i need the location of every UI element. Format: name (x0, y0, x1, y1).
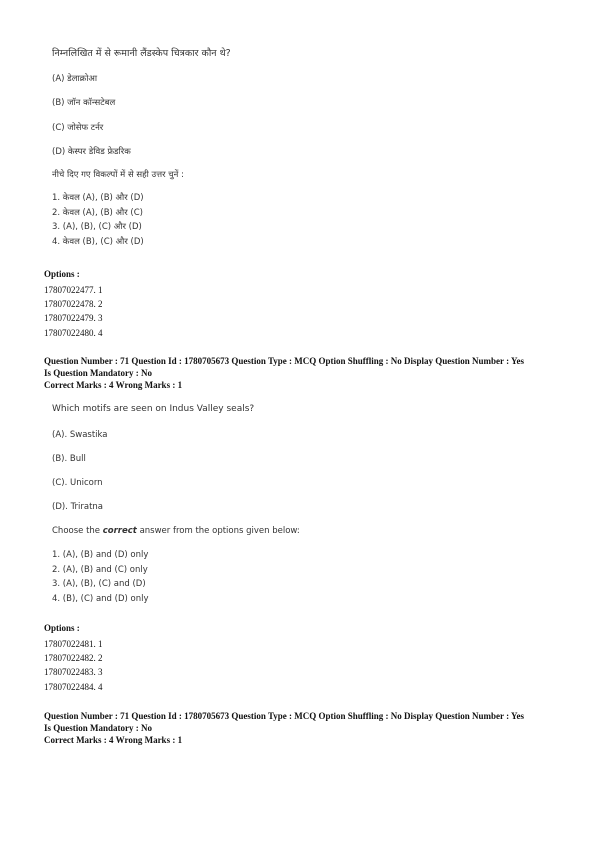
meta-line-2: Is Question Mandatory : No (44, 368, 153, 378)
meta-line-1: Question Number : 71 Question Id : 1780705673 Question Type : MCQ Option Shuffling : No Display Question Number : Yes (44, 711, 525, 721)
question-meta-2 (44, 710, 564, 746)
option-a: (A) डेलाक्रोआ (52, 74, 98, 84)
choice-3: 3. (A), (B), (C) और (D) (52, 222, 142, 232)
choice-4: 4. (B), (C) and (D) only (52, 593, 149, 604)
question-text: निम्नलिखित में से रूमानी लैंडस्केप चित्रकार कौन थे? (52, 48, 231, 59)
option-id-4: 17807022484. 4 (44, 681, 103, 692)
meta-line-2: Is Question Mandatory : No (44, 723, 153, 733)
choice-2: 2. (A), (B) and (C) only (52, 564, 148, 575)
instruction-post: answer from the options given below: (136, 526, 300, 536)
choice-1: 1. (A), (B) and (D) only (52, 550, 149, 560)
choice-list (52, 548, 149, 606)
option-a: (A). Swastika (52, 430, 108, 440)
option-d: (D) केस्पर डेविड फ्रेडरिक (52, 147, 131, 157)
question-70 (52, 0, 572, 260)
option-d: (D). Triratna (52, 502, 104, 512)
instruction: नीचे दिए गए विकल्पों में से सही उत्तर चुनें : (52, 170, 184, 180)
choice-2: 2. केवल (A), (B) और (C) (52, 207, 143, 218)
option-id-3: 17807022483. 3 (44, 667, 103, 678)
option-id-1: 17807022477. 1 (44, 285, 103, 295)
option-id-2: 17807022482. 2 (44, 653, 103, 664)
meta-line-3: Correct Marks : 4 Wrong Marks : 1 (44, 380, 183, 390)
option-id-3: 17807022479. 3 (44, 313, 103, 324)
option-b: (B). Bull (52, 454, 86, 464)
options-title: Options : (44, 623, 80, 633)
choice-list (52, 191, 144, 249)
question-71 (52, 400, 572, 610)
choice-3: 3. (A), (B), (C) and (D) (52, 579, 146, 589)
option-id-1: 17807022481. 1 (44, 639, 103, 649)
choice-4: 4. केवल (B), (C) और (D) (52, 236, 144, 247)
option-id-4: 17807022480. 4 (44, 327, 103, 338)
option-id-2: 17807022478. 2 (44, 299, 103, 310)
options-block-71 (44, 622, 103, 694)
question-text: Which motifs are seen on Indus Valley seals? (52, 404, 255, 414)
option-c: (C). Unicorn (52, 478, 103, 488)
option-c: (C) जोसेफ टर्नर (52, 123, 104, 133)
meta-line-3: Correct Marks : 4 Wrong Marks : 1 (44, 735, 183, 745)
option-b: (B) जॉन कॉन्सटेबल (52, 98, 116, 108)
meta-line-1: Question Number : 71 Question Id : 1780705673 Question Type : MCQ Option Shuffling : No Display Question Number : Yes (44, 356, 525, 366)
options-title: Options : (44, 269, 80, 279)
question-meta-1 (44, 355, 564, 391)
instruction-emphasis: correct (102, 526, 137, 536)
options-block-70 (44, 268, 103, 340)
instruction-pre: Choose the (52, 526, 103, 536)
choice-1: 1. केवल (A), (B) और (D) (52, 193, 144, 203)
instruction (52, 525, 300, 537)
